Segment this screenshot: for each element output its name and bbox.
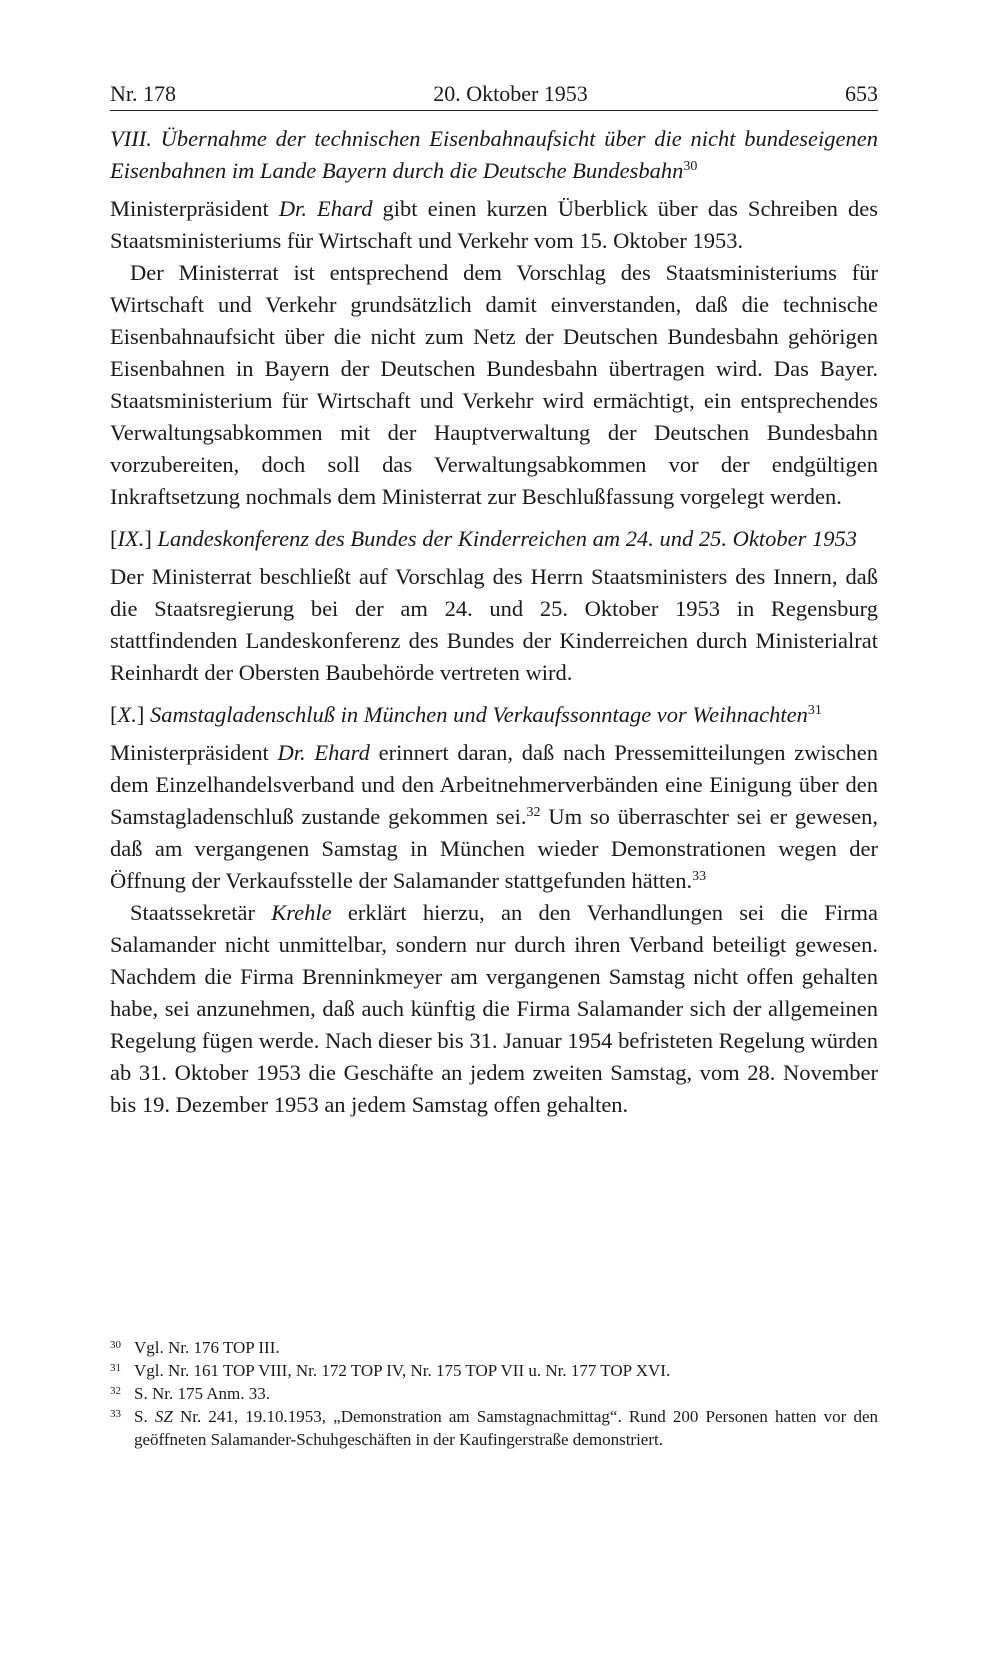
footnote-number: 30 (110, 1339, 121, 1351)
footnote-text (134, 1405, 878, 1451)
footnote (110, 1336, 878, 1359)
section-heading (110, 699, 878, 731)
footnote (110, 1382, 878, 1405)
page-number: 653 (845, 81, 878, 106)
paragraph (110, 897, 878, 1121)
footnote-ref[interactable]: 33 (692, 869, 707, 884)
footnote-text: Vgl. Nr. 176 TOP III. (134, 1338, 280, 1357)
footnote-ref[interactable]: 30 (683, 159, 698, 174)
footnotes (110, 1336, 878, 1451)
paragraph: Der Ministerrat ist entsprechend dem Vorschlag des Staatsministeriums für Wirtschaft und Verkehr grundsätzlich damit einverstanden, daß die technische Eisenbahnaufsicht über die nicht zum Netz der Deutschen Bundesbahn gehörigen Eisenbahnen in Bayern der Deutschen Bundesbahn übertragen wird. Das Bayer. Staatsministerium für Wirtschaft und Verkehr wird ermächtigt, ein entsprechendes Verwaltungsabkommen mit der Hauptverwaltung der Deutschen Bundesbahn vorzubereiten, doch soll das Verwaltungsabkommen vor der endgültigen Inkraftsetzung nochmals dem Ministerrat zur Beschlußfassung vorgelegt werden. (110, 260, 878, 509)
text-run: Ministerpräsident (110, 196, 279, 221)
document-page (110, 80, 878, 1121)
bracket: ] (136, 702, 150, 727)
footnote-ref[interactable]: 31 (807, 703, 822, 718)
document-date: 20. Oktober 1953 (433, 81, 588, 106)
text-run: Staatssekretär (130, 900, 272, 925)
section-x (110, 699, 878, 1121)
text-run: S. (134, 1407, 155, 1426)
text-run: Ministerpräsident (110, 740, 278, 765)
section-heading (110, 523, 878, 555)
running-header (110, 80, 878, 111)
section-viii (110, 123, 878, 513)
footnote (110, 1359, 878, 1382)
section-number: IX. (117, 526, 145, 551)
newspaper-name: SZ (154, 1407, 173, 1426)
heading-text: Samstagladenschluß in München und Verkaufssonntage vor Weihnachten (150, 702, 808, 727)
text-run: Nr. 241, 19.10.1953, „Demonstration am Samstagnachmittag“. Rund 200 Personen hatten vor den geöffneten Salamander-Schuhgeschäften in der Kaufingerstraße demonstriert. (134, 1407, 878, 1449)
section-ix (110, 523, 878, 689)
section-number: X. (117, 702, 137, 727)
person-name: Dr. Ehard (278, 196, 373, 221)
section-heading (110, 123, 878, 187)
text-run: erinnert daran, daß nach Pressemitteilungen zwischen dem Einzelhandelsverband und den Arbeitnehmerverbänden eine Einigung über den Samstagladenschluß zustande gekommen sei. (110, 740, 878, 829)
footnote-number: 32 (110, 1385, 121, 1397)
person-name: Dr. Ehard (277, 740, 370, 765)
text-run: erklärt hierzu, an den Verhandlungen sei die Firma Salamander nicht unmittelbar, sondern nur durch ihren Verband beteiligt gewesen. Nachdem die Firma Brenninkmeyer am vergangenen Samstag nicht offen gehalten habe, sei anzunehmen, daß auch künftig die Firma Salamander sich der allgemeinen Regelung fügen werde. Nach dieser bis 31. Januar 1954 befristeten Regelung würden ab 31. Oktober 1953 die Geschäfte an jedem zweiten Samstag, vom 28. November bis 19. Dezember 1953 an jedem Samstag offen gehalten. (110, 900, 878, 1117)
paragraph (110, 737, 878, 897)
person-name: Krehle (271, 900, 332, 925)
bracket: [ (110, 526, 118, 551)
text-run: gibt einen kurzen Überblick über das Schreiben des Staatsministeriums für Wirtschaft und Verkehr vom 15. Oktober 1953. (110, 196, 878, 253)
footnote-text: S. Nr. 175 Anm. 33. (134, 1384, 271, 1403)
footnote-text: Vgl. Nr. 161 TOP VIII, Nr. 172 TOP IV, Nr. 175 TOP VII u. Nr. 177 TOP XVI. (134, 1361, 671, 1380)
paragraph: Der Ministerrat beschließt auf Vorschlag des Herrn Staatsministers des Innern, daß die Staatsregierung bei der am 24. und 25. Oktober 1953 in Regensburg stattfindenden Landeskonferenz des Bundes der Kinderreichen durch Ministerialrat Reinhardt der Obersten Baubehörde vertreten wird. (110, 564, 878, 685)
footnote-number: 33 (110, 1408, 121, 1420)
text-run: Um so überraschter sei er gewesen, daß am vergangenen Samstag in München wieder Demonstrationen wegen der Öffnung der Verkaufsstelle der Salamander stattgefunden hätten. (110, 804, 878, 893)
footnote-number: 31 (110, 1362, 121, 1374)
footnote (110, 1405, 878, 1451)
bracket: ] (144, 526, 158, 551)
bracket: [ (110, 702, 118, 727)
heading-text: Landeskonferenz des Bundes der Kinderreichen am 24. und 25. Oktober 1953 (157, 526, 857, 551)
footnote-ref[interactable]: 32 (526, 805, 541, 820)
document-number: Nr. 178 (110, 81, 176, 106)
paragraph (110, 193, 878, 257)
heading-text: VIII. Übernahme der technischen Eisenbahnaufsicht über die nicht bundeseigenen Eisenbahnen im Lande Bayern durch die Deutsche Bundesbahn (110, 126, 878, 183)
